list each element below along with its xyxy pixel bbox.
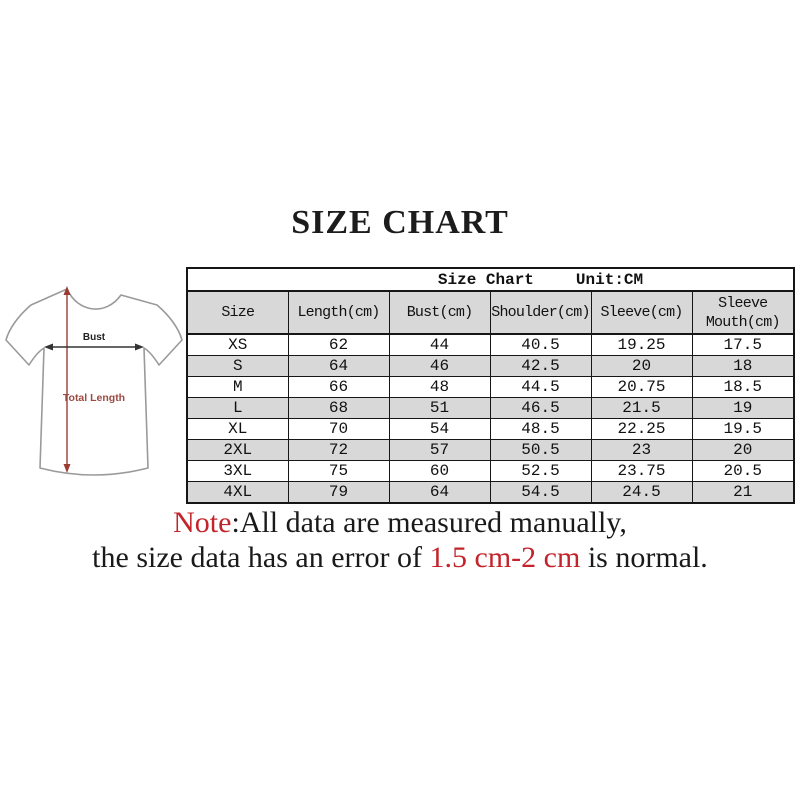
table-row-xs [187,334,794,356]
note-highlight: 1.5 cm-2 cm [429,541,581,574]
length-cell: 64 [288,356,389,377]
size-cell: L [187,398,288,419]
sleeve-cell: 23 [591,440,692,461]
bust-cell: 57 [389,440,490,461]
table-row-2xl [187,440,794,461]
table-caption-row [187,268,794,291]
bust-cell: 51 [389,398,490,419]
size-cell: 2XL [187,440,288,461]
note-line-2 [0,540,800,575]
bust-cell: 64 [389,482,490,504]
table-header-row [187,291,794,334]
bust-cell: 44 [389,334,490,356]
length-cell: 68 [288,398,389,419]
shoulder-cell: 46.5 [490,398,591,419]
table-row-l [187,398,794,419]
table-caption-cell [187,268,794,291]
shoulder-cell: 50.5 [490,440,591,461]
sleeve-mouth-cell: 18.5 [692,377,794,398]
sleeve-cell: 19.25 [591,334,692,356]
bust-cell: 60 [389,461,490,482]
sleeve-mouth-cell: 17.5 [692,334,794,356]
sleeve-cell: 20.75 [591,377,692,398]
size-cell: M [187,377,288,398]
bust-cell: 48 [389,377,490,398]
length-cell: 66 [288,377,389,398]
table-row-xl [187,419,794,440]
size-cell: 4XL [187,482,288,504]
shoulder-cell: 52.5 [490,461,591,482]
column-header-sleeve-mouth: Sleeve Mouth(cm) [692,291,794,334]
length-cell: 62 [288,334,389,356]
shoulder-cell: 40.5 [490,334,591,356]
table-caption: Size Chart [437,270,534,289]
table-row-m [187,377,794,398]
column-header-shoulder: Shoulder(cm) [490,291,591,334]
tshirt-outline-shape [6,289,182,475]
column-header-size: Size [187,291,288,334]
sleeve-mouth-cell: 19 [692,398,794,419]
note-colon: : [231,506,240,539]
shoulder-cell: 42.5 [490,356,591,377]
bust-cell: 54 [389,419,490,440]
length-cell: 75 [288,461,389,482]
note-text [0,505,800,575]
bust-cell: 46 [389,356,490,377]
shoulder-cell: 48.5 [490,419,591,440]
size-cell: XL [187,419,288,440]
tshirt-measurement-diagram [0,270,190,500]
sleeve-mouth-cell: 20 [692,440,794,461]
sleeve-cell: 23.75 [591,461,692,482]
sleeve-cell: 22.25 [591,419,692,440]
note-line-1 [0,505,800,540]
table-row-4xl [187,482,794,504]
sleeve-mouth-cell: 21 [692,482,794,504]
length-cell: 79 [288,482,389,504]
column-header-sleeve: Sleeve(cm) [591,291,692,334]
unit-label: Unit:CM [575,270,644,289]
sleeve-mouth-cell: 18 [692,356,794,377]
total-length-label: Total Length [62,392,126,404]
table-row-3xl [187,461,794,482]
shoulder-cell: 44.5 [490,377,591,398]
tshirt-diagram-svg [0,270,190,500]
column-header-length: Length(cm) [288,291,389,334]
note-line2-end: is normal. [580,541,708,574]
sleeve-cell: 24.5 [591,482,692,504]
sleeve-mouth-cell: 19.5 [692,419,794,440]
note-line1-text: All data are measured manually, [239,506,627,539]
size-cell: 3XL [187,461,288,482]
shoulder-cell: 54.5 [490,482,591,504]
size-cell: S [187,356,288,377]
length-cell: 70 [288,419,389,440]
column-header-bust: Bust(cm) [389,291,490,334]
length-cell: 72 [288,440,389,461]
size-chart-table [186,267,795,504]
sleeve-mouth-cell: 20.5 [692,461,794,482]
note-label: Note [173,506,232,539]
size-cell: XS [187,334,288,356]
page-title: SIZE CHART [291,204,509,241]
bust-label: Bust [82,332,106,343]
sleeve-cell: 20 [591,356,692,377]
note-line2-start: the size data has an error of [92,541,430,574]
sleeve-cell: 21.5 [591,398,692,419]
table-row-s [187,356,794,377]
